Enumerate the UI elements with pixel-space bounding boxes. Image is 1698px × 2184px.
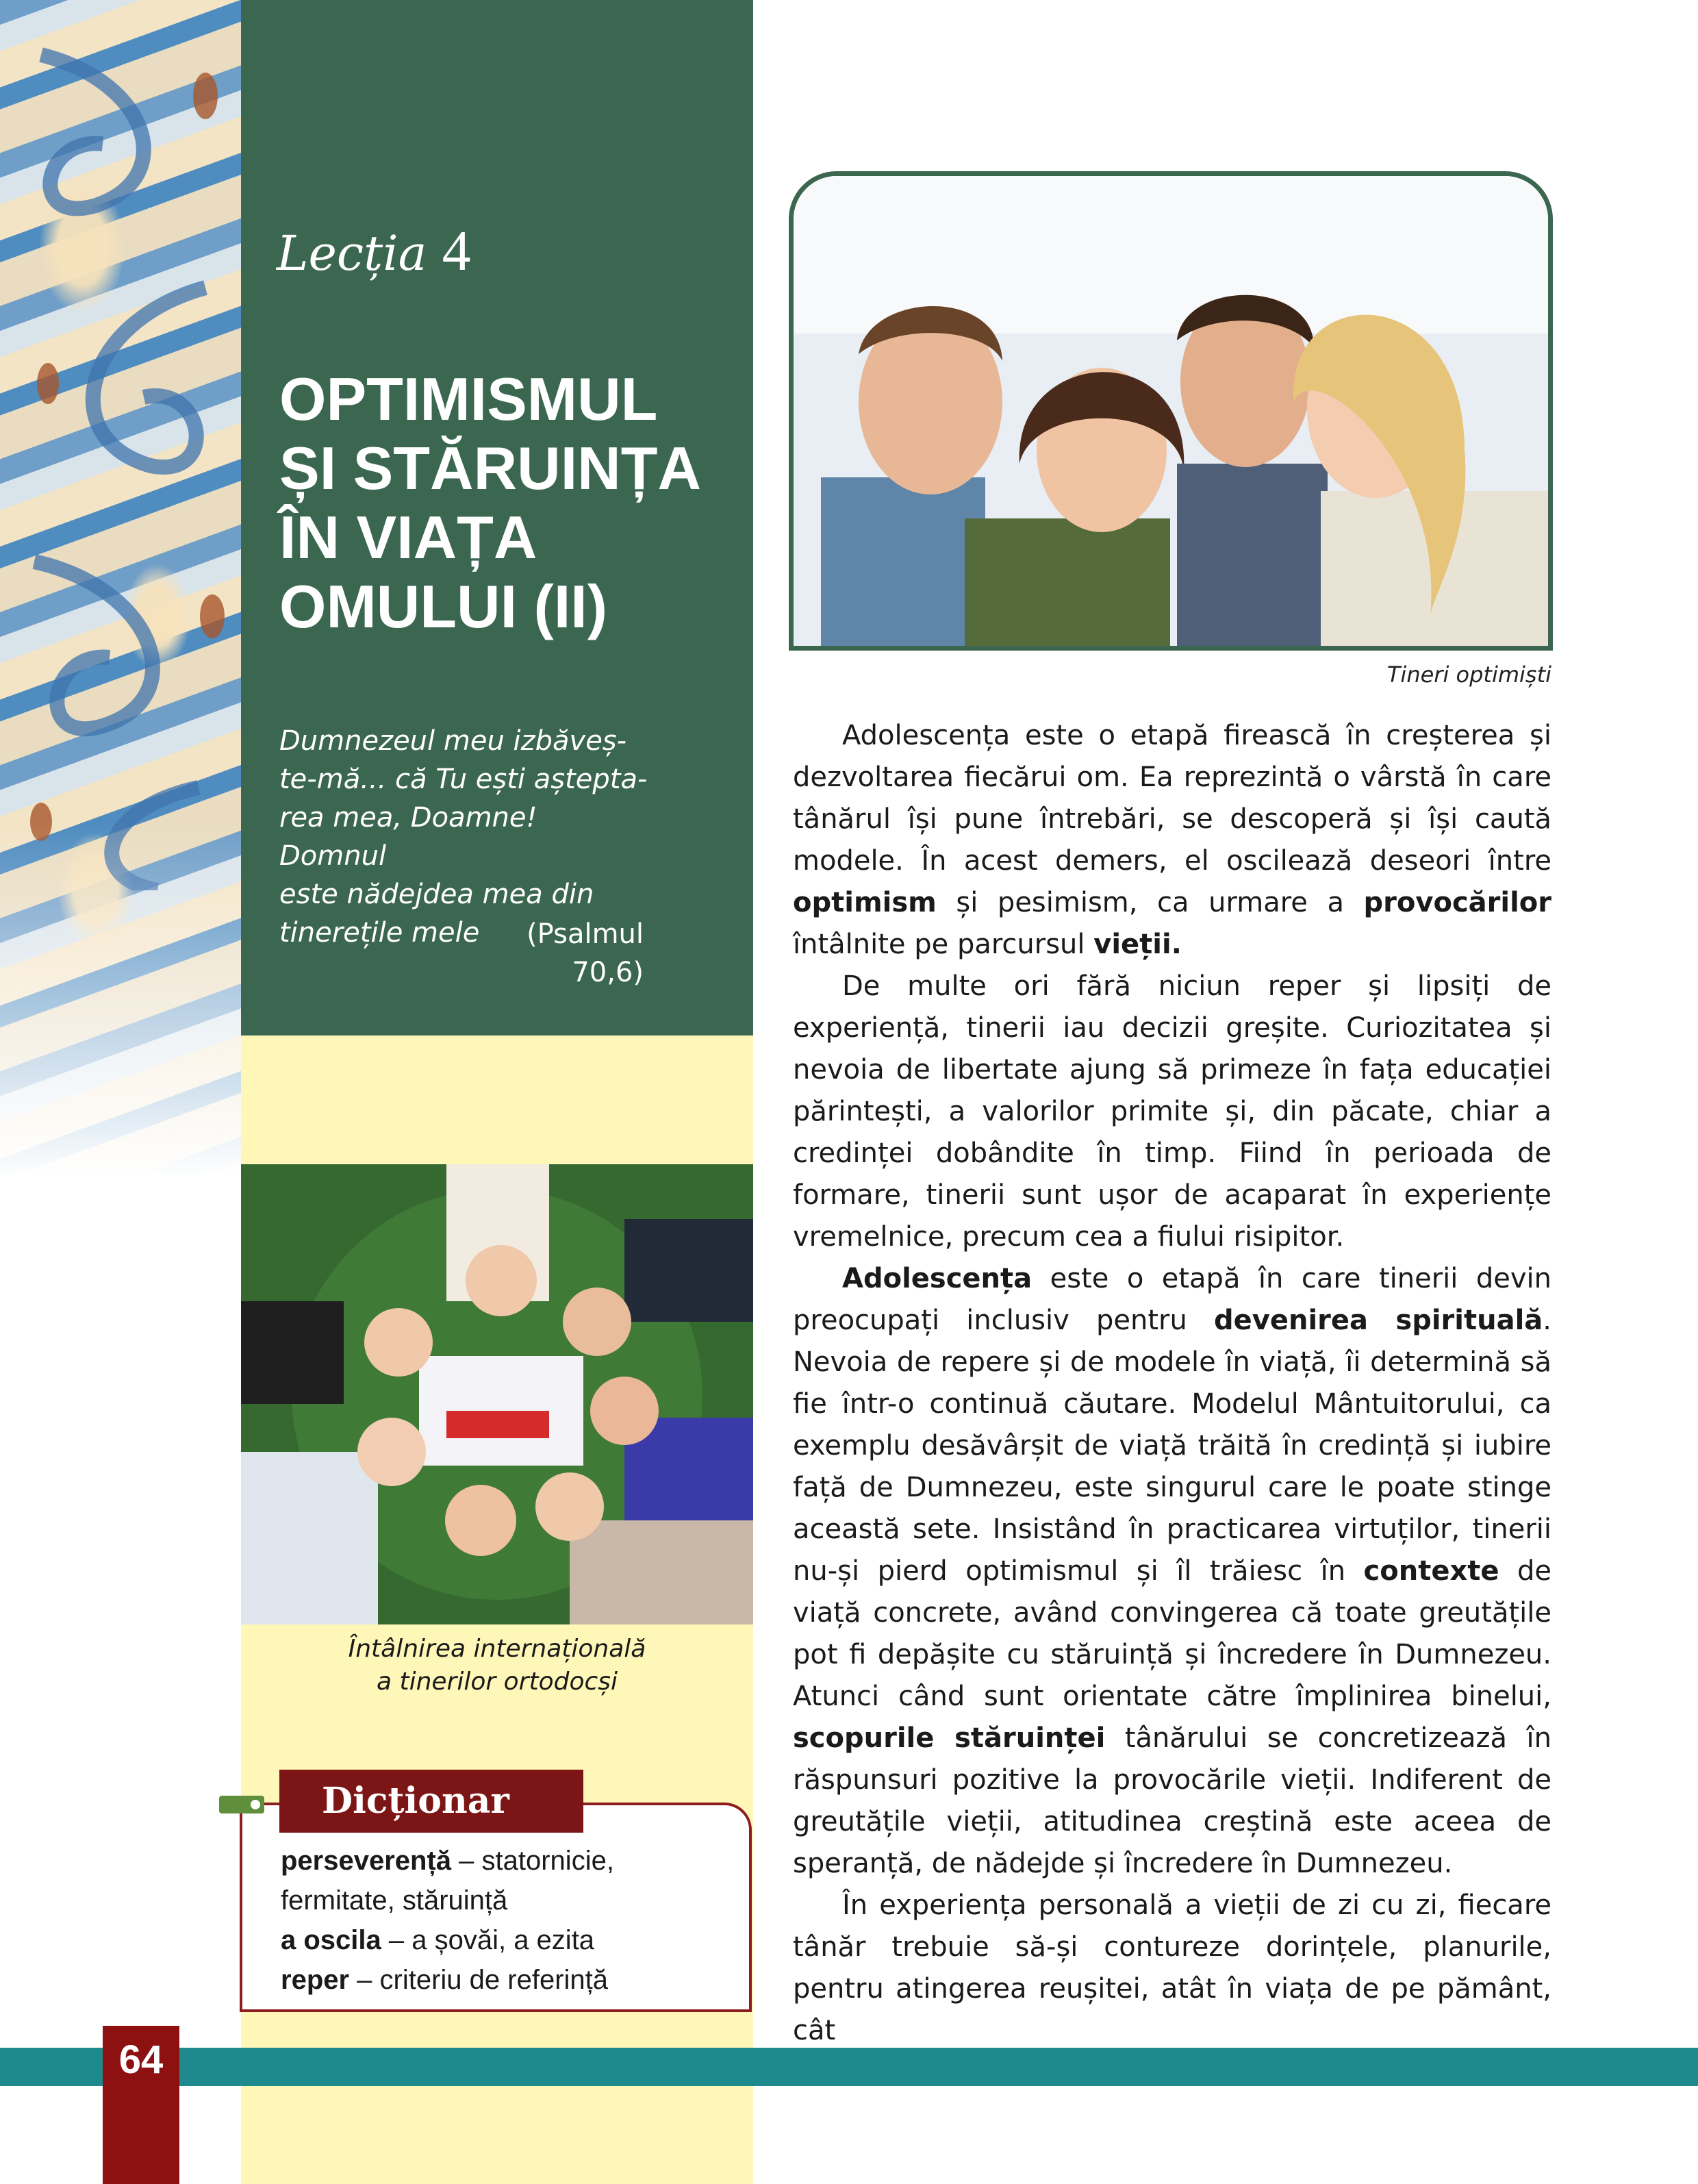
title-line: ÎN VIAȚA: [279, 503, 537, 571]
photo-optimistic-youth: [789, 171, 1553, 651]
quote-source: (Psalmul 70,6): [527, 918, 644, 988]
dictionary-entry: fermitate, stăruință: [281, 1885, 508, 1916]
quote-line: rea mea, Doamne! Domnul: [279, 802, 537, 872]
title-line: OPTIMISMUL: [279, 365, 658, 433]
lesson-body: [793, 715, 1551, 2052]
ornament-swirl-icon: [0, 0, 241, 890]
title-line: ȘI STĂRUINȚA: [279, 434, 701, 502]
lesson-title: [279, 364, 718, 641]
dictionary-entries: [281, 1841, 746, 2000]
quote-line: este nădejdea mea din: [279, 879, 594, 910]
quote-line: te-mă... că Tu ești aștepta-: [279, 764, 648, 795]
paragraph: Adolescența este o etapă în care tinerii devin preocupați inclusiv pentru devenirea spirituală. Nevoia de repere și de modele în viață, îi determină să fie într-o continuă căutare. Modelul Mântuitorului, ca exemplu desăvârșit de viață trăită în credință și iubire față de Dumnezeu, este singurul care le poate stinge această sete. Insistând în practicarea virtuților, tinerii nu-și pierd optimismul și îl trăiesc în contexte de viață concrete, având convingerea că toate greutățile pot fi depășite cu stăruință și încredere în Dumnezeu. Atunci când sunt orientate către împlinirea binelui, scopurile stăruinței tânărului se concretizează în răspunsuri pozitive la provocările vieții. Indiferent de greutățile vieții, atitudinea creștină este aceea de speranță, de nădejde și încredere în Dumnezeu.: [793, 1263, 1551, 1879]
pin-icon: [219, 1796, 264, 1813]
dictionary-entry: perseverență – statornicie,: [281, 1846, 614, 1876]
dictionary-title: Dicționar: [279, 1770, 583, 1833]
caption-line: Întâlnirea internațională: [348, 1635, 646, 1663]
quote-line: Dumnezeul meu izbăveș-: [279, 725, 627, 757]
ornament-border: [0, 0, 241, 1178]
lesson-label: Lecția 4: [277, 219, 471, 283]
title-line: OMULUI (II): [279, 573, 608, 640]
paragraph: În experiența personală a vieții de zi cu zi, fiecare tânăr trebuie să-și contureze dorințele, planurile, pentru atingerea reușitei, atât în viața de pe pământ, cât: [793, 1890, 1551, 2046]
photo-caption: [241, 1633, 753, 1698]
paragraph: Adolescența este o etapă firească în creșterea și dezvoltarea fiecărui om. Ea reprezintă o vârstă în care tânărul își pune întrebări, se descoperă și își caută modele. În acest demers, el oscilează deseori între optimism și pesimism, ca urmare a provocărilor întâlnite pe parcursul vieții.: [793, 720, 1551, 960]
footer-bar: [0, 2048, 1698, 2086]
photo-youth-meeting: [241, 1164, 753, 1624]
photo-caption: Tineri optimiști: [1386, 662, 1551, 688]
dictionary-entry: a oscila – a șovăi, a ezita: [281, 1925, 595, 1955]
page-number: 64: [118, 2037, 164, 2082]
dictionary-entry: reper – criteriu de referință: [281, 1965, 609, 1995]
quote-line: tinerețile mele: [279, 917, 480, 949]
caption-line: a tinerilor ortodocși: [376, 1668, 618, 1696]
lesson-number: 4: [442, 219, 471, 283]
paragraph: De multe ori fără niciun reper și lipsiți de experiență, tinerii iau decizii greșite. Curiozitatea și nevoia de libertate ajung să primeze în fața educației părintești, a valorilor primite și, din păcate, chiar a credinței dobândite în timp. Fiind în perioada de formare, tinerii sunt ușor de acaparat în experiențe vremelnice, precum cea a fiului risipitor.: [793, 970, 1551, 1253]
